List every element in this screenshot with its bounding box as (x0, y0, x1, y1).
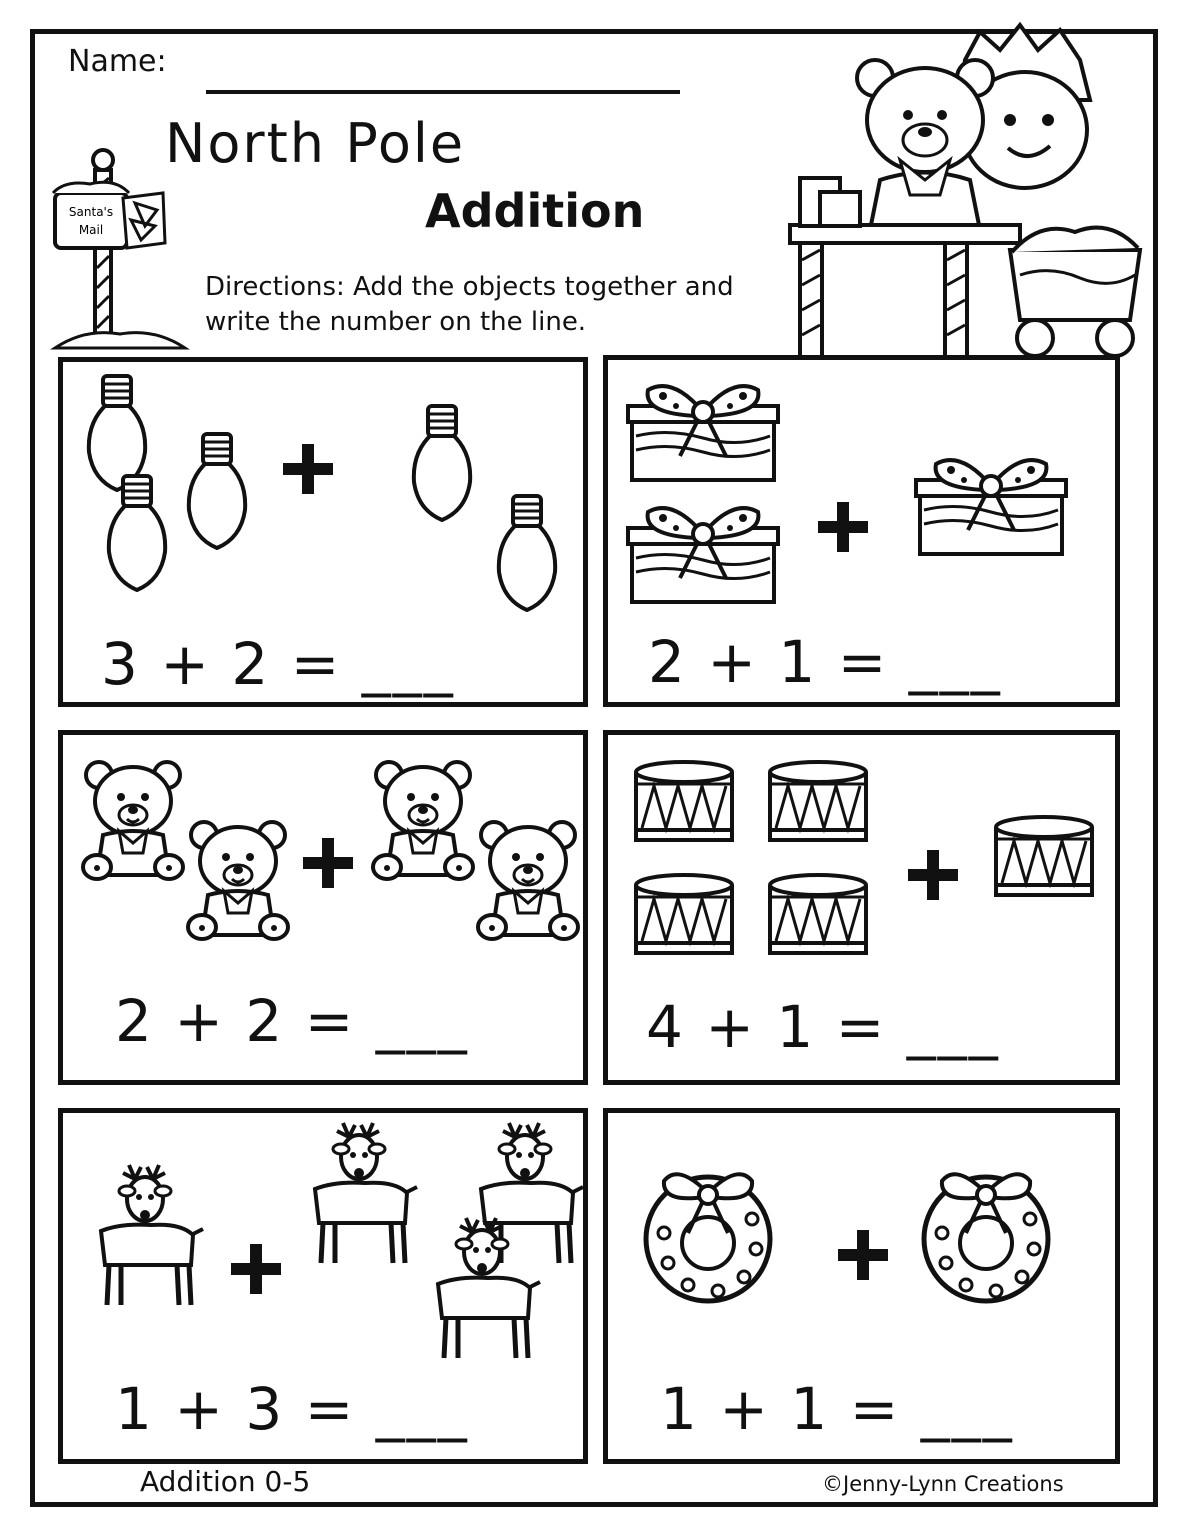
santa-mailbox-icon (45, 148, 195, 354)
problem-4-illustration (618, 745, 1118, 985)
drum-icon (636, 875, 732, 953)
plus-icon (303, 838, 353, 888)
drum-icon (636, 762, 732, 840)
elf-workshop-illustration (780, 20, 1150, 365)
gift-box-icon (916, 460, 1066, 554)
plus-icon (838, 1230, 888, 1280)
equation-2[interactable]: 2 + 1 = ___ (648, 628, 1002, 696)
footer-level-label: Addition 0-5 (140, 1465, 311, 1498)
mailbox-sign-line2: Mail (78, 223, 104, 237)
equation-6[interactable]: 1 + 1 = ___ (660, 1375, 1014, 1443)
gift-box-icon (628, 386, 778, 480)
problem-2-illustration (618, 370, 1118, 630)
plus-icon (908, 850, 958, 900)
teddy-bear-icon (83, 762, 183, 879)
christmas-light-bulb-icon (109, 476, 165, 590)
mailbox-sign-line1: Santa's (68, 205, 114, 219)
gift-box-icon (628, 508, 778, 602)
footer-copyright: ©Jenny-Lynn Creations (822, 1472, 1064, 1496)
teddy-bear-icon (373, 762, 473, 879)
page-title-line2: Addition (425, 184, 645, 238)
teddy-bear-icon (478, 822, 578, 939)
directions-text: Directions: Add the objects together and write the number on the line. (205, 272, 734, 337)
christmas-light-bulb-icon (499, 496, 555, 610)
christmas-light-bulb-icon (189, 434, 245, 548)
teddy-bear-icon (188, 822, 288, 939)
reindeer-icon (315, 1123, 417, 1263)
drum-icon (770, 875, 866, 953)
equation-1[interactable]: 3 + 2 = ___ (101, 630, 455, 698)
problem-5-illustration (73, 1123, 583, 1393)
christmas-light-bulb-icon (414, 406, 470, 520)
drum-icon (770, 762, 866, 840)
problem-card-3 (58, 730, 588, 1085)
problem-6-illustration (618, 1123, 1118, 1373)
name-write-line[interactable] (206, 90, 680, 94)
drum-icon (996, 817, 1092, 895)
equation-3[interactable]: 2 + 2 = ___ (115, 987, 469, 1055)
problem-card-5 (58, 1108, 588, 1464)
problem-1-illustration (73, 372, 583, 632)
plus-icon (231, 1244, 281, 1294)
page-title-line1: North Pole (165, 112, 466, 175)
problem-3-illustration (73, 745, 583, 1005)
equation-4[interactable]: 4 + 1 = ___ (646, 993, 1000, 1061)
reindeer-icon (101, 1165, 203, 1305)
wreath-icon (646, 1174, 770, 1301)
reindeer-icon (438, 1218, 540, 1358)
problem-card-2 (603, 355, 1120, 707)
problem-card-4 (603, 730, 1120, 1085)
name-label: Name: (68, 44, 167, 79)
problem-card-6 (603, 1108, 1120, 1464)
christmas-light-bulb-icon (89, 376, 145, 490)
problem-card-1 (58, 357, 588, 707)
equation-5[interactable]: 1 + 3 = ___ (115, 1375, 469, 1443)
plus-icon (818, 502, 868, 552)
wreath-icon (924, 1174, 1048, 1301)
plus-icon (283, 444, 333, 494)
